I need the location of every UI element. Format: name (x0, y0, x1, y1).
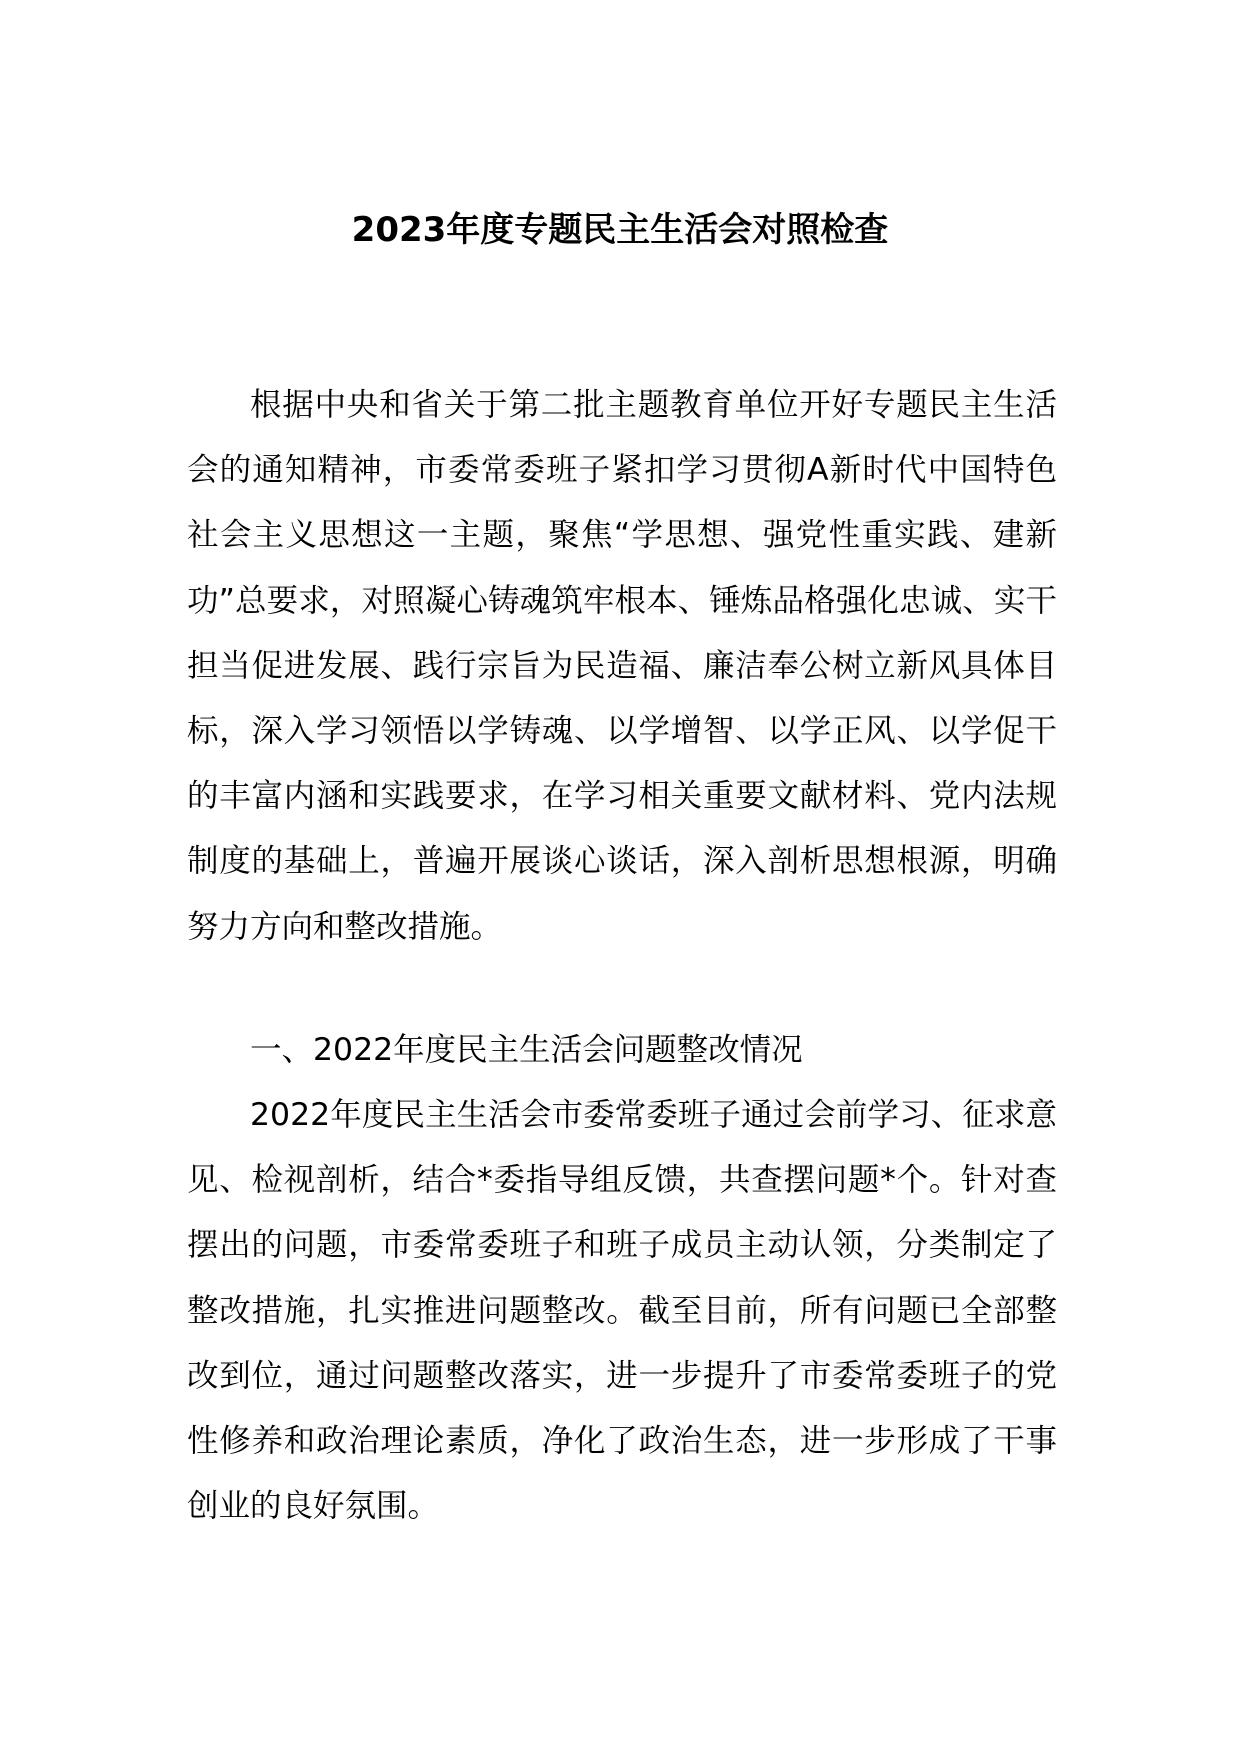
section-heading: 一、2022年度民主生活会问题整改情况 (250, 1032, 803, 1068)
section-paragraph: 2022年度民主生活会市委常委班子通过会前学习、征求意见、检视剖析，结合*委指导组反馈，共查摆问题*个。针对查摆出的问题，市委常委班子和班子成员主动认领，分类制定了整改措施，扎实推进问题整改。截至目前，所有问题已全部整改到位，通过问题整改落实，进一步提升了市委常委班子的党性修养和政治理论素质，净化了政治生态，进一步形成了干事创业的良好氛围。 (187, 1097, 1057, 1525)
document-title: 2023年度专题民主生活会对照检查 (351, 210, 889, 250)
intro-paragraph: 根据中央和省关于第二批主题教育单位开好专题民主生活会的通知精神，市委常委班子紧扣学习贯彻A新时代中国特色社会主义思想这一主题，聚焦“学思想、强党性重实践、建新功”总要求，对照凝心铸魂筑牢根本、锤炼品格强化忠诚、实干担当促进发展、践行宗旨为民造福、廉洁奉公树立新风具体目标，深入学习领悟以学铸魂、以学增智、以学正风、以学促干的丰富内涵和实践要求，在学习相关重要文献材料、党内法规制度的基础上，普遍开展谈心谈话，深入剖析思想根源，明确努力方向和整改措施。 (187, 387, 1057, 945)
